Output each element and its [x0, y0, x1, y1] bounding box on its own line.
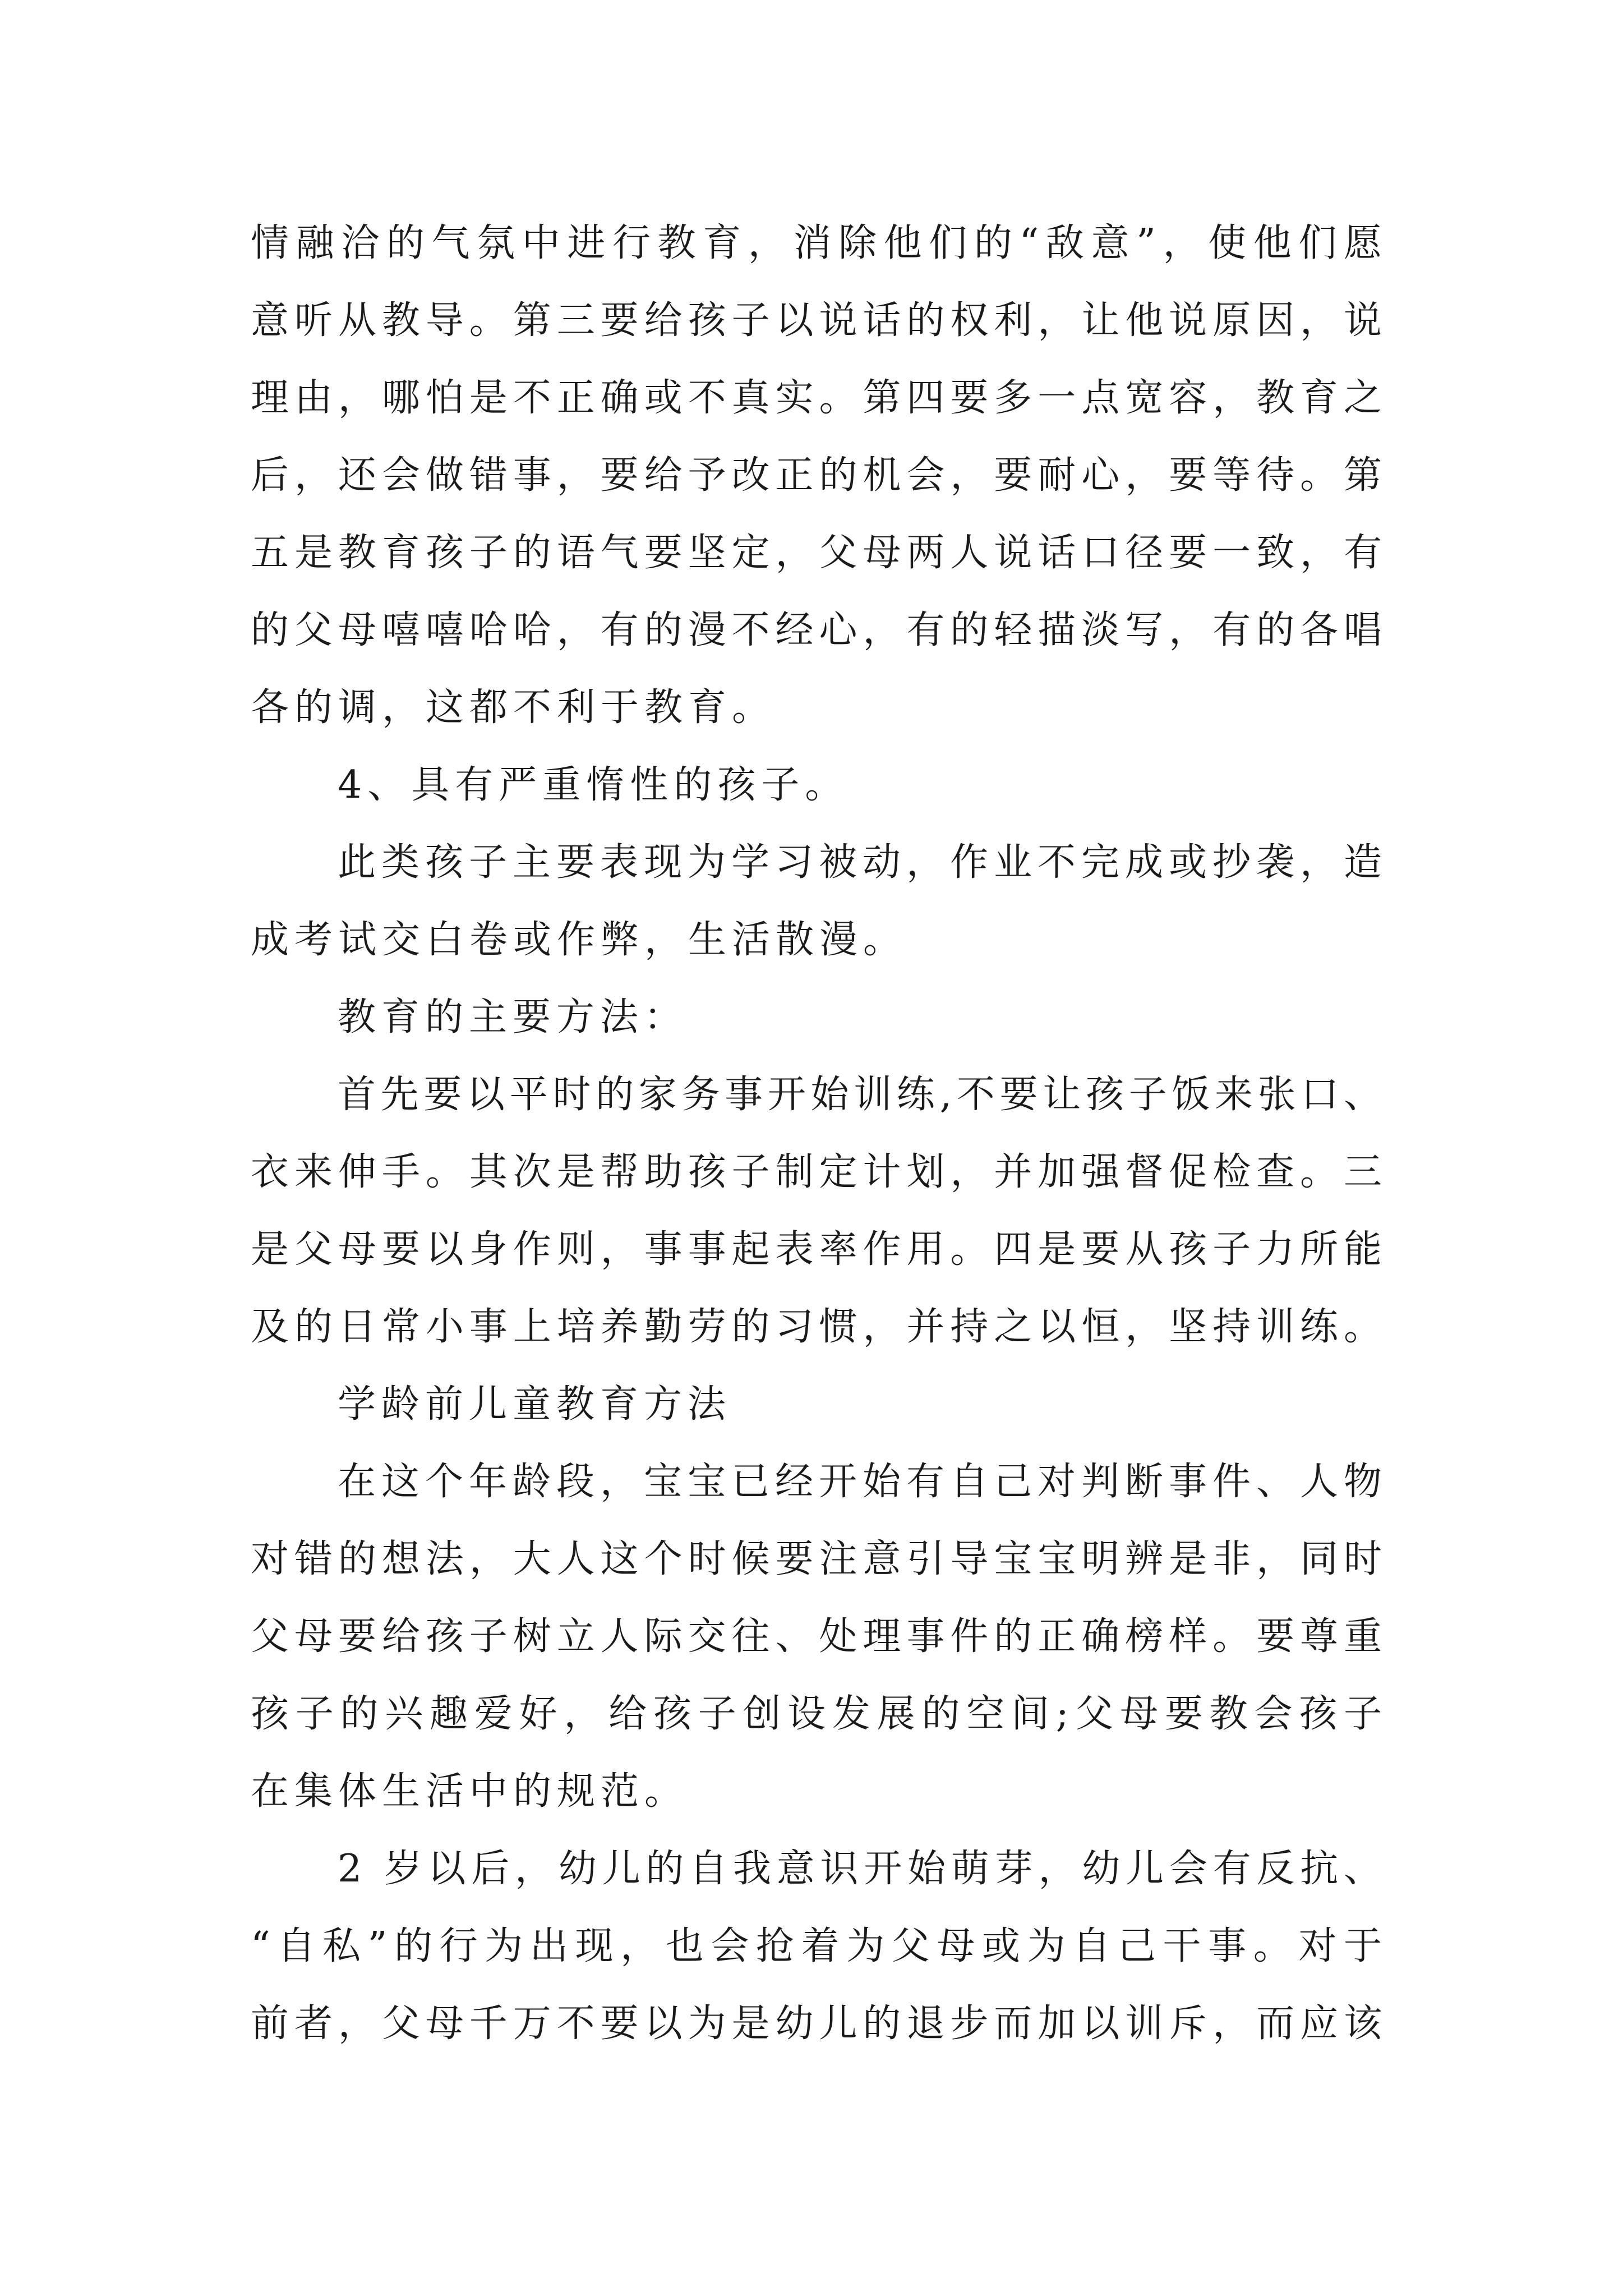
section-heading: 4、具有严重惰性的孩子。	[338, 763, 849, 807]
text-line: 情融洽的气氛中进行教育，消除他们的“敌意”，使他们愿	[251, 221, 1386, 265]
text-line: 前者，父母千万不要以为是幼儿的退步而加以训斥，而应该	[251, 2001, 1386, 2046]
text-line: 首先要以平时的家务事开始训练,不要让孩子饭来张口、	[338, 1073, 1386, 1117]
text-line: 在集体生活中的规范。	[251, 1769, 689, 1814]
text-line: 五是教育孩子的语气要坚定，父母两人说话口径要一致，有	[251, 531, 1386, 575]
body-text	[251, 205, 1386, 2063]
text-line: 2 岁以后，幼儿的自我意识开始萌芽，幼儿会有反抗、	[338, 1847, 1386, 1891]
text-line: 是父母要以身作则，事事起表率作用。四是要从孩子力所能	[251, 1227, 1386, 1272]
text-line: 对错的想法，大人这个时候要注意引导宝宝明辨是非，同时	[251, 1537, 1386, 1581]
text-line: 意听从教导。第三要给孩子以说话的权利，让他说原因，说	[251, 298, 1386, 343]
section-heading: 教育的主要方法：	[338, 995, 688, 1039]
text-line: 成考试交白卷或作弊，生活散漫。	[251, 918, 907, 962]
text-line: 父母要给孩子树立人际交往、处理事件的正确榜样。要尊重	[251, 1614, 1386, 1659]
text-line: 孩子的兴趣爱好，给孩子创设发展的空间;父母要教会孩子	[251, 1692, 1386, 1736]
text-line: 此类孩子主要表现为学习被动，作业不完成或抄袭，造	[338, 840, 1386, 885]
text-line: 的父母嘻嘻哈哈，有的漫不经心，有的轻描淡写，有的各唱	[251, 608, 1386, 652]
section-heading: 学龄前儿童教育方法	[338, 1382, 732, 1427]
text-line: “自私”的行为出现，也会抢着为父母或为自己干事。对于	[251, 1924, 1386, 1968]
text-line: 及的日常小事上培养勤劳的习惯，并持之以恒，坚持训练。	[251, 1305, 1386, 1349]
text-line: 在这个年龄段，宝宝已经开始有自己对判断事件、人物	[338, 1460, 1386, 1504]
text-line: 后，还会做错事，要给予改正的机会，要耐心，要等待。第	[251, 453, 1386, 498]
text-line: 各的调，这都不利于教育。	[251, 685, 776, 730]
text-line: 理由，哪怕是不正确或不真实。第四要多一点宽容，教育之	[251, 376, 1386, 420]
text-line: 衣来伸手。其次是帮助孩子制定计划，并加强督促检查。三	[251, 1150, 1386, 1194]
